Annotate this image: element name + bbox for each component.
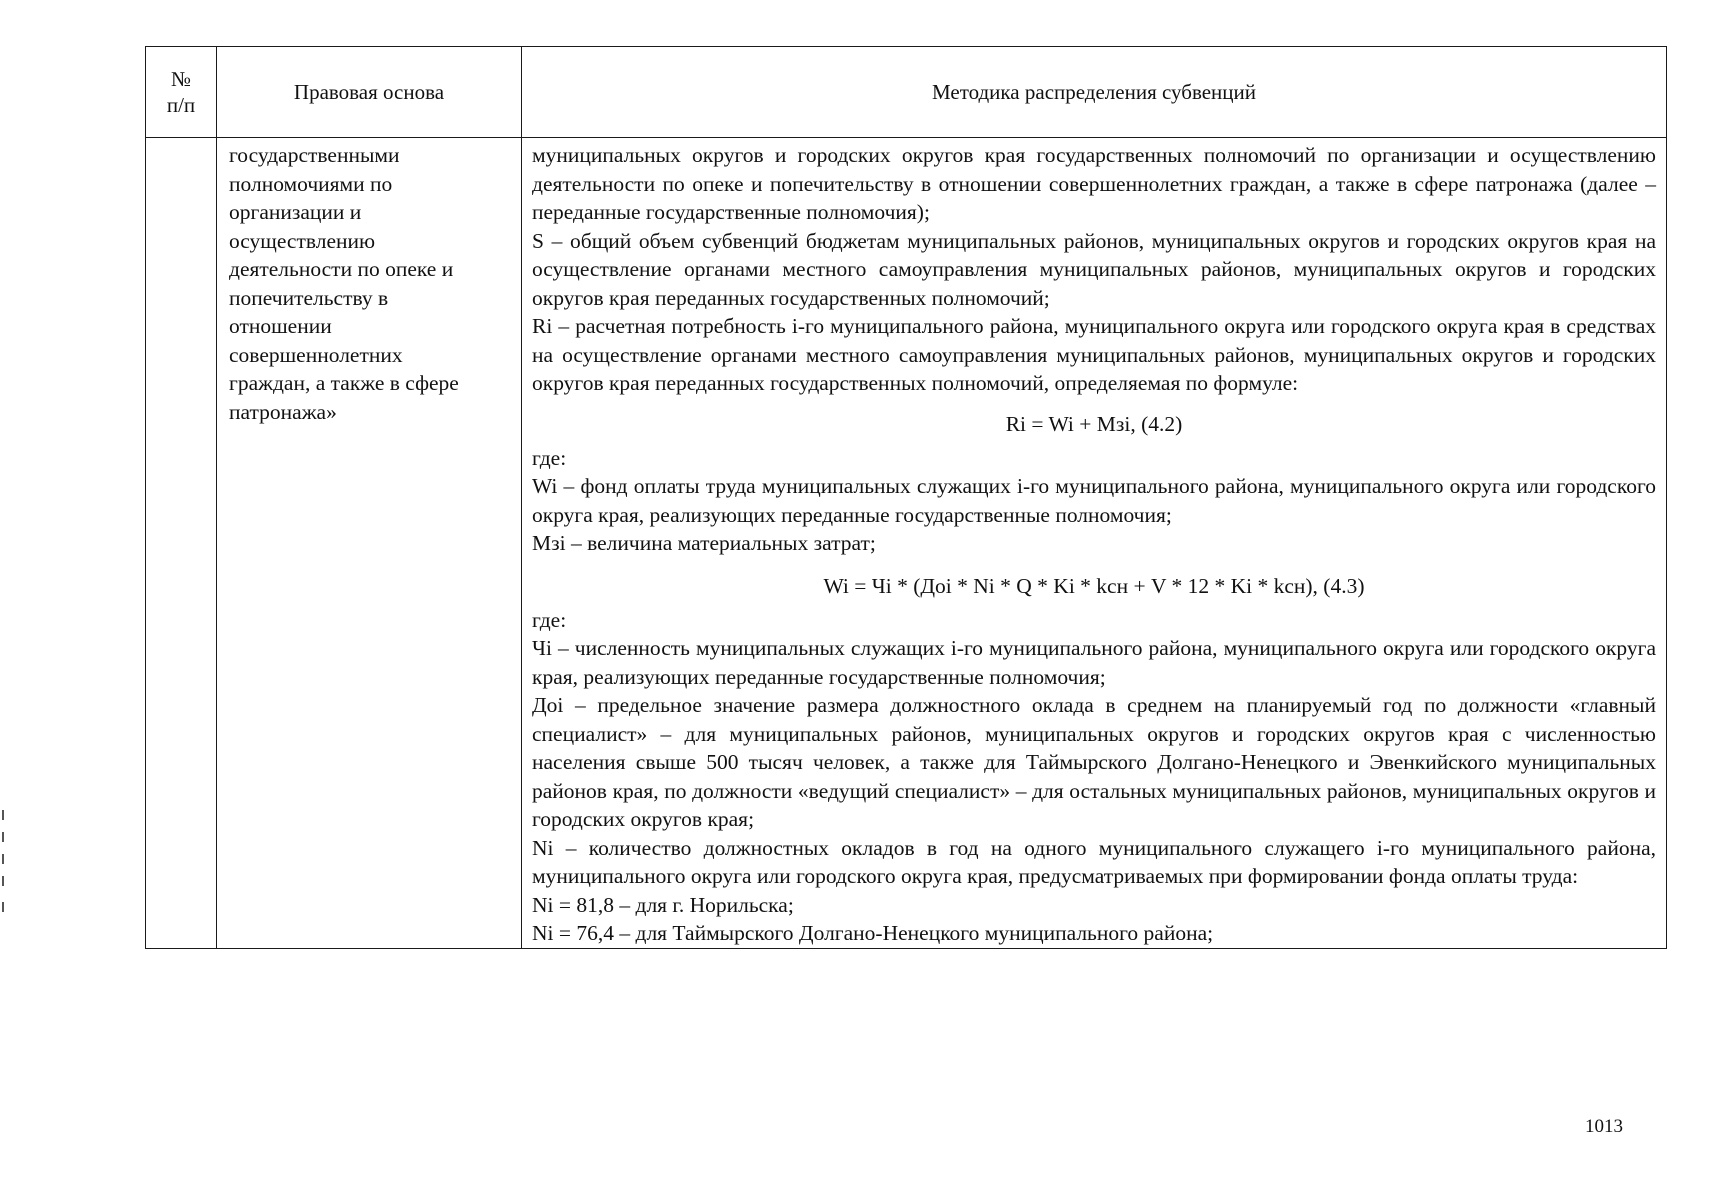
methodology-paragraph: Mзi – величина материальных затрат; (532, 531, 876, 555)
legal-basis-line: государственными (229, 143, 400, 167)
legal-basis-text (217, 138, 521, 426)
legal-basis-line: попечительству в (229, 285, 389, 310)
methodology-paragraph: Ri – расчетная потребность i-го муниципального района, муниципального округа или городского округа края в средствах на осуществление органами местного самоуправления муниципальных районов, муниципальных округов и городских округов края переданных государственных полномочий, определяемая по формуле: (532, 314, 1656, 395)
methodology-paragraph: муниципальных округов и городских округов края государственных полномочий по организации и осуществлению деятельности по опеке и попечительству в отношении совершеннолетних граждан, а также в сфере патронажа (далее – переданные государственные полномочия); (532, 143, 1656, 224)
formula-4-2: Ri = Wi + Mзi, (4.2) (1005, 411, 1183, 436)
methodology-paragraph: Чi – численность муниципальных служащих i-го муниципального района, муниципального округа или городского округа края, реализующих переданные государственные полномочия; (532, 636, 1656, 689)
legal-basis-line: отношении (229, 314, 332, 338)
methodology-paragraph: S – общий объем субвенций бюджетам муниципальных районов, муниципальных округов и городских округов края на осуществление органами местного самоуправления муниципальных районов, муниципальных округов и городских округов края переданных государственных полномочий; (532, 228, 1656, 310)
methodology-cell (522, 138, 1667, 949)
formula-4-3: Wi = Чi * (Доi * Ni * Q * Ki * kсн + V * 12 * Ki * kсн), (4.3) (823, 573, 1365, 598)
header-legal-basis: Правовая основа (217, 47, 522, 138)
legal-basis-line: патронажа» (229, 399, 337, 424)
header-number (146, 47, 217, 138)
where-label: где: (532, 607, 567, 632)
legal-basis-line: полномочиями по (229, 171, 393, 196)
methodology-paragraph: Ni = 76,4 – для Таймырского Долгано-Ненецкого муниципального района; (532, 921, 1214, 945)
table-row (146, 138, 1667, 949)
methodology-text (522, 138, 1666, 948)
header-number-symbol: № (170, 67, 192, 91)
table-header-row (146, 47, 1667, 138)
where-label: где: (532, 445, 567, 470)
legal-basis-line: организации и (229, 200, 362, 224)
legal-basis-cell (217, 138, 522, 949)
header-number-abbr: п/п (166, 93, 196, 117)
page-number: 1013 (1585, 1116, 1623, 1137)
header-methodology: Методика распределения субвенций (522, 47, 1667, 138)
legal-basis-line: совершеннолетних (229, 342, 403, 367)
legal-basis-line: осуществлению (229, 228, 376, 253)
methodology-paragraph: Доi – предельное значение размера должностного оклада в среднем на планируемый год по должности «главный специалист» – для муниципальных районов, муниципальных округов и городских округов края с численностью населения свыше 500 тысяч человек, а также для Таймырского Долгано-Ненецкого и Эвенкийского муниципальных районов края, по должности «ведущий специалист» – для остальных муниципальных районов, муниципальных округов и городских округов края; (532, 693, 1656, 831)
methodology-table (145, 46, 1667, 949)
margin-scan-marks (2, 810, 6, 920)
legal-basis-line: деятельности по опеке и (229, 257, 454, 281)
row-number-cell (146, 138, 217, 949)
legal-basis-line: граждан, а также в сфере (229, 371, 459, 395)
methodology-paragraph: Wi – фонд оплаты труда муниципальных служащих i-го муниципального района, муниципального округа или городского округа края, реализующих переданные государственные полномочия; (532, 474, 1656, 527)
methodology-paragraph: Ni = 81,8 – для г. Норильска; (532, 892, 794, 917)
methodology-paragraph: Ni – количество должностных окладов в год на одного муниципального служащего i-го муниципального района, муниципального округа или городского округа края, предусматриваемых при формировании фонда оплаты труда: (532, 835, 1656, 888)
